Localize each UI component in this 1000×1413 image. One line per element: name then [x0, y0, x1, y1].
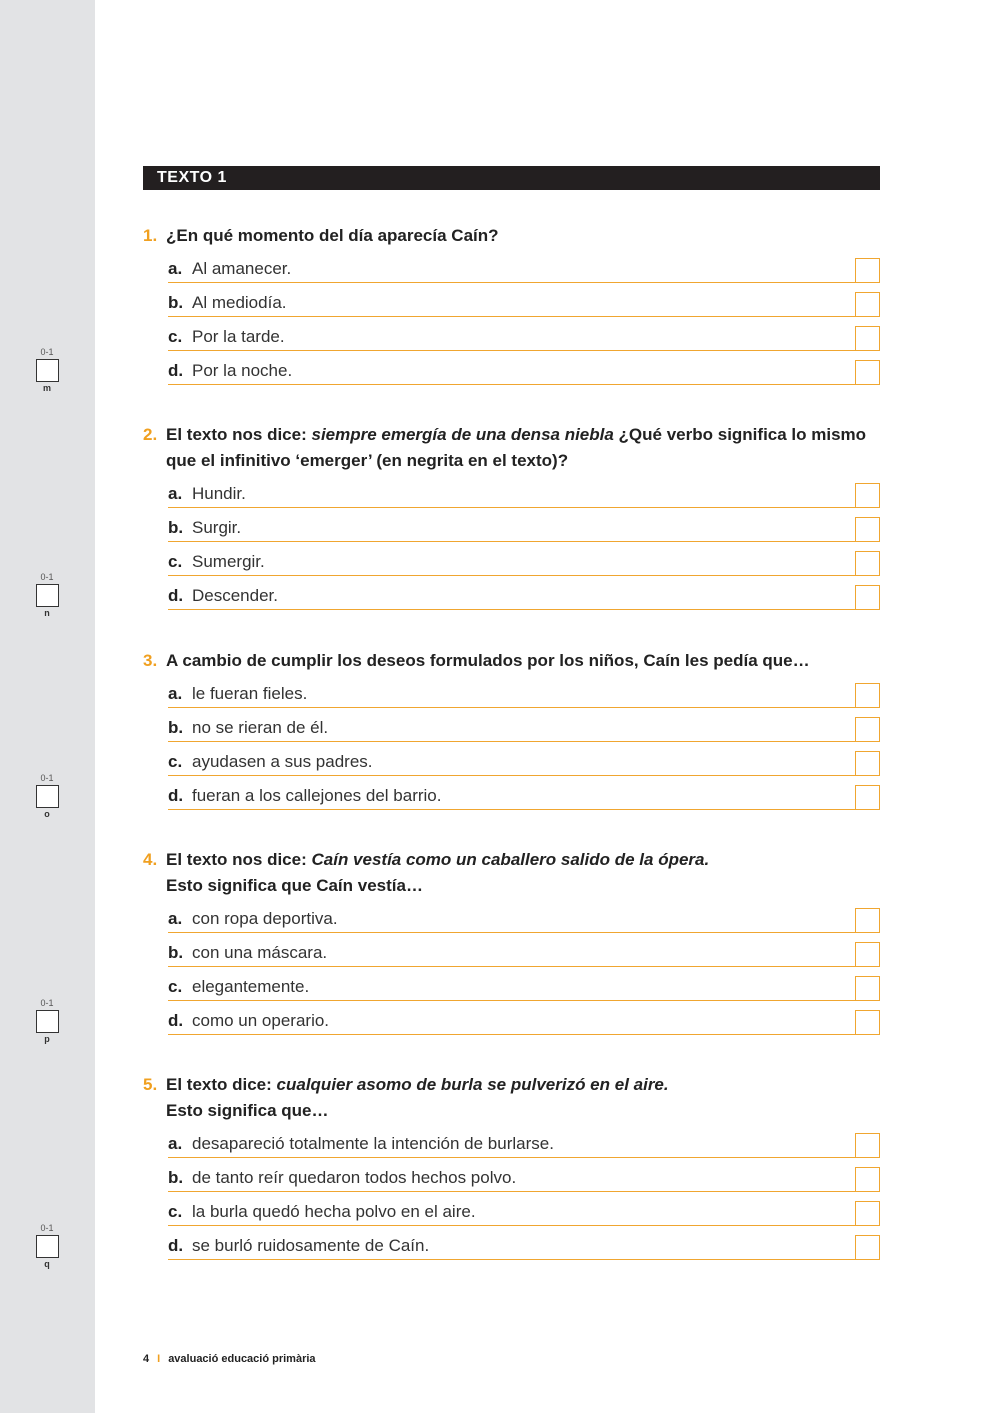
score-box-q5	[34, 1223, 60, 1269]
option-text: Descender.	[192, 586, 278, 605]
answer-checkbox[interactable]	[855, 683, 880, 708]
option-c	[168, 1192, 880, 1226]
option-letter: c.	[168, 977, 183, 996]
option-letter: c.	[168, 1202, 183, 1221]
score-box-q2	[34, 572, 60, 618]
option-text: Al mediodía.	[192, 293, 287, 312]
answer-checkbox[interactable]	[855, 1235, 880, 1260]
option-letter: a.	[168, 259, 183, 278]
score-input[interactable]	[36, 1010, 59, 1033]
option-c	[168, 967, 880, 1001]
option-text: no se rieran de él.	[192, 718, 329, 737]
score-box-q4	[34, 998, 60, 1044]
question-number: 5.	[143, 1075, 158, 1094]
option-c	[168, 542, 880, 576]
question-text	[143, 1072, 883, 1124]
question-quote: cualquier asomo de burla se pulverizó en el aire.	[276, 1075, 669, 1094]
answer-checkbox[interactable]	[855, 1201, 880, 1226]
question-number: 2.	[143, 425, 158, 444]
option-a	[168, 899, 880, 933]
answer-checkbox[interactable]	[855, 517, 880, 542]
option-text: con una máscara.	[192, 943, 328, 962]
footer-separator: I	[157, 1353, 161, 1365]
score-range: 0-1	[40, 347, 54, 357]
page-number: 4	[143, 1353, 150, 1365]
question-2	[143, 422, 883, 610]
answer-checkbox[interactable]	[855, 360, 880, 385]
answer-checkbox[interactable]	[855, 785, 880, 810]
answer-checkbox[interactable]	[855, 326, 880, 351]
option-text: como un operario.	[192, 1011, 330, 1030]
question-prompt-start: El texto nos dice:	[166, 850, 312, 869]
question-quote: siempre emergía de una densa niebla	[311, 425, 614, 444]
score-box-q1	[34, 347, 60, 393]
option-text: la burla quedó hecha polvo en el aire.	[192, 1202, 476, 1221]
question-prompt-end: ¿Qué verbo significa lo mismo que el infinitivo ‘emerger’ (en negrita en el texto)?	[166, 425, 867, 470]
answer-checkbox[interactable]	[855, 1010, 880, 1035]
option-text: de tanto reír quedaron todos hechos polvo.	[192, 1168, 517, 1187]
option-letter: c.	[168, 752, 183, 771]
answer-checkbox[interactable]	[855, 717, 880, 742]
score-code: p	[44, 1034, 50, 1044]
option-text: fueran a los callejones del barrio.	[192, 786, 442, 805]
option-letter: a.	[168, 1134, 183, 1153]
score-input[interactable]	[36, 359, 59, 382]
score-code: m	[42, 383, 51, 393]
footer-title: avaluació educació primària	[168, 1353, 316, 1365]
option-text: se burló ruidosamente de Caín.	[192, 1236, 430, 1255]
option-text: Surgir.	[192, 518, 242, 537]
score-code: n	[44, 608, 50, 618]
score-input[interactable]	[36, 785, 59, 808]
option-letter: c.	[168, 327, 183, 346]
option-d	[168, 351, 880, 385]
score-range: 0-1	[40, 998, 54, 1008]
section-title: TEXTO 1	[143, 166, 880, 190]
option-b	[168, 933, 880, 967]
answer-checkbox[interactable]	[855, 976, 880, 1001]
question-text	[143, 422, 883, 474]
option-letter: d.	[168, 1011, 184, 1030]
answer-checkbox[interactable]	[855, 483, 880, 508]
option-c	[168, 742, 880, 776]
score-range: 0-1	[40, 572, 54, 582]
question-number: 3.	[143, 651, 158, 670]
option-d	[168, 576, 880, 610]
question-text	[143, 648, 883, 674]
score-code: q	[44, 1259, 50, 1269]
option-text: Al amanecer.	[192, 259, 292, 278]
option-a	[168, 249, 880, 283]
option-text: Por la tarde.	[192, 327, 285, 346]
option-d	[168, 1001, 880, 1035]
question-1	[143, 223, 883, 385]
option-letter: b.	[168, 943, 184, 962]
score-code: o	[44, 809, 50, 819]
question-prompt-line2: Esto significa que…	[166, 1101, 329, 1120]
option-text: Sumergir.	[192, 552, 265, 571]
option-b	[168, 1158, 880, 1192]
option-d	[168, 1226, 880, 1260]
score-margin	[0, 0, 95, 1413]
question-quote: Caín vestía como un caballero salido de la ópera.	[311, 850, 710, 869]
option-letter: a.	[168, 484, 183, 503]
option-letter: b.	[168, 1168, 184, 1187]
option-letter: d.	[168, 586, 184, 605]
answer-checkbox[interactable]	[855, 585, 880, 610]
question-prompt: A cambio de cumplir los deseos formulados por los niños, Caín les pedía que…	[166, 651, 810, 670]
question-5	[143, 1072, 883, 1260]
question-prompt-start: El texto dice:	[166, 1075, 277, 1094]
score-box-q3	[34, 773, 60, 819]
option-b	[168, 508, 880, 542]
question-text	[143, 847, 883, 899]
answer-checkbox[interactable]	[855, 551, 880, 576]
option-text: Por la noche.	[192, 361, 293, 380]
option-a	[168, 674, 880, 708]
score-range: 0-1	[40, 773, 54, 783]
option-c	[168, 317, 880, 351]
option-letter: a.	[168, 684, 183, 703]
answer-checkbox[interactable]	[855, 258, 880, 283]
option-d	[168, 776, 880, 810]
option-text: le fueran fieles.	[192, 684, 308, 703]
score-range: 0-1	[40, 1223, 54, 1233]
question-prompt-line2: Esto significa que Caín vestía…	[166, 876, 423, 895]
option-letter: d.	[168, 361, 184, 380]
question-3	[143, 648, 883, 810]
question-prompt-start: El texto nos dice:	[166, 425, 312, 444]
option-text: desapareció totalmente la intención de burlarse.	[192, 1134, 554, 1153]
option-letter: d.	[168, 786, 184, 805]
option-text: Hundir.	[192, 484, 246, 503]
option-b	[168, 708, 880, 742]
score-input[interactable]	[36, 1235, 59, 1258]
answer-checkbox[interactable]	[855, 751, 880, 776]
answer-checkbox[interactable]	[855, 292, 880, 317]
option-letter: c.	[168, 552, 183, 571]
answer-checkbox[interactable]	[855, 1167, 880, 1192]
option-text: con ropa deportiva.	[192, 909, 338, 928]
page-footer	[143, 1353, 316, 1365]
option-text: ayudasen a sus padres.	[192, 752, 373, 771]
question-prompt: ¿En qué momento del día aparecía Caín?	[166, 226, 499, 245]
option-letter: b.	[168, 718, 184, 737]
score-input[interactable]	[36, 584, 59, 607]
answer-checkbox[interactable]	[855, 1133, 880, 1158]
answer-checkbox[interactable]	[855, 942, 880, 967]
option-a	[168, 474, 880, 508]
option-a	[168, 1124, 880, 1158]
option-b	[168, 283, 880, 317]
answer-checkbox[interactable]	[855, 908, 880, 933]
question-number: 1.	[143, 226, 158, 245]
question-number: 4.	[143, 850, 158, 869]
option-letter: b.	[168, 518, 184, 537]
question-text	[143, 223, 883, 249]
question-4	[143, 847, 883, 1035]
option-letter: b.	[168, 293, 184, 312]
option-letter: a.	[168, 909, 183, 928]
option-letter: d.	[168, 1236, 184, 1255]
option-text: elegantemente.	[192, 977, 310, 996]
